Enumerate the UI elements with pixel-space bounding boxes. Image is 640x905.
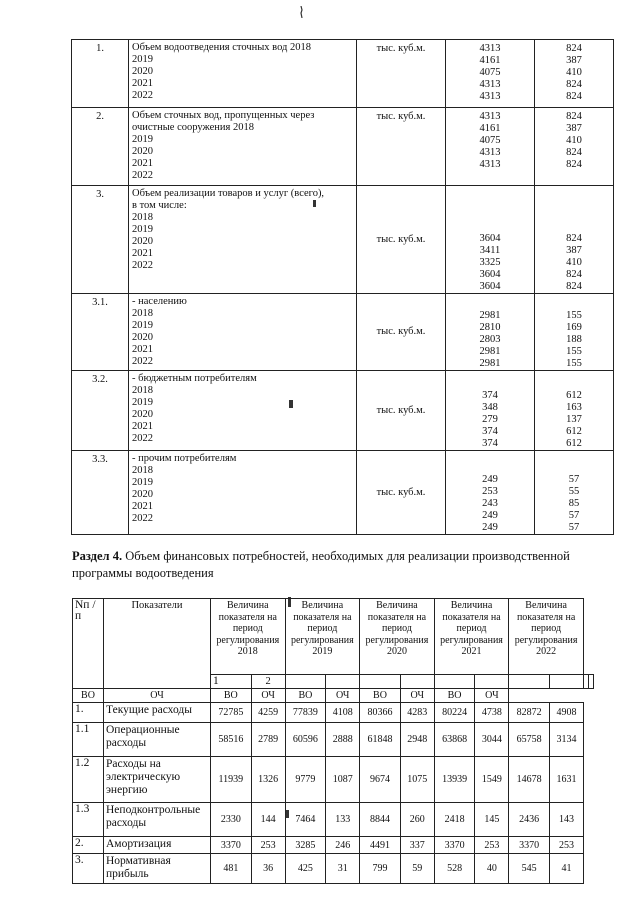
- row-number: 1.: [73, 703, 104, 723]
- value: 155: [566, 358, 582, 369]
- value: 612: [566, 426, 582, 437]
- values-cell: [446, 451, 535, 535]
- sub-header: ОЧ: [251, 689, 285, 703]
- index-cell: [360, 675, 401, 689]
- description-line: - населению: [132, 296, 187, 307]
- row-description: [129, 40, 357, 108]
- value-cell: 2948: [400, 723, 434, 757]
- value: 824: [566, 269, 582, 280]
- index-cell: [400, 675, 434, 689]
- value: 2981: [479, 358, 501, 369]
- sub-header: ВО: [434, 689, 475, 703]
- description-line: 2018: [132, 212, 153, 223]
- value: 824: [566, 43, 582, 54]
- value: 4313: [479, 147, 501, 158]
- value: 387: [566, 55, 582, 66]
- value-cell: 60596: [285, 723, 326, 757]
- row-name: Неподконтрольные расходы: [104, 803, 211, 837]
- value-cell: 3044: [475, 723, 509, 757]
- value: 4313: [479, 79, 501, 90]
- description-line: 2022: [132, 170, 153, 181]
- value-cell: 41: [549, 854, 583, 884]
- row-number: 2.: [72, 108, 129, 186]
- description-line: в том числе:: [132, 200, 187, 211]
- unit-cell: тыс. куб.м.: [357, 186, 446, 294]
- value-cell: 2418: [434, 803, 475, 837]
- value-cell: 2789: [251, 723, 285, 757]
- row-description: [129, 294, 357, 371]
- financial-needs-table: [72, 598, 594, 884]
- value: 824: [566, 233, 582, 244]
- value: 4313: [479, 43, 501, 54]
- description-line: 2021: [132, 248, 153, 259]
- value-cell: 77839: [285, 703, 326, 723]
- row-name: Расходы на электрическую энергию: [104, 757, 211, 803]
- unit-cell: тыс. куб.м.: [357, 40, 446, 108]
- value-cell: 4283: [400, 703, 434, 723]
- value: 243: [482, 498, 498, 509]
- value-cell: 3285: [285, 837, 326, 854]
- row-number: 1.1: [73, 723, 104, 757]
- value: 374: [482, 426, 498, 437]
- description-line: 2021: [132, 421, 153, 432]
- value: 2981: [479, 310, 501, 321]
- table-row: [73, 757, 594, 803]
- row-name: Амортизация: [104, 837, 211, 854]
- row-description: [129, 108, 357, 186]
- value-cell: 1631: [549, 757, 583, 803]
- value: 2803: [479, 334, 501, 345]
- description-line: - прочим потребителям: [132, 453, 237, 464]
- value: 4075: [479, 67, 501, 78]
- description-line: 2019: [132, 320, 153, 331]
- row-number: 3.: [73, 854, 104, 884]
- header-row: [73, 599, 594, 675]
- value: 55: [568, 486, 580, 497]
- row-number: 1.2: [73, 757, 104, 803]
- description-line: 2022: [132, 90, 153, 101]
- value-cell: 2330: [211, 803, 252, 837]
- value-cell: 1549: [475, 757, 509, 803]
- value-cell: 40: [475, 854, 509, 884]
- row-name: Нормативная прибыль: [104, 854, 211, 884]
- value-cell: 2436: [509, 803, 550, 837]
- value: 253: [482, 486, 498, 497]
- values-cell: [446, 108, 535, 186]
- value: 155: [566, 310, 582, 321]
- value: 387: [566, 245, 582, 256]
- table-row: [72, 186, 614, 294]
- values-cell: [535, 294, 614, 371]
- sub-header: ВО: [360, 689, 401, 703]
- description-line: 2019: [132, 477, 153, 488]
- row-description: [129, 371, 357, 451]
- value-cell: 481: [211, 854, 252, 884]
- row-number: 3.1.: [72, 294, 129, 371]
- value: 4313: [479, 111, 501, 122]
- value: 3325: [479, 257, 501, 268]
- value-cell: 425: [285, 854, 326, 884]
- value: 3604: [479, 269, 501, 280]
- value: 163: [566, 402, 582, 413]
- value: 155: [566, 346, 582, 357]
- value-cell: 3370: [211, 837, 252, 854]
- value: 612: [566, 390, 582, 401]
- value: 824: [566, 281, 582, 292]
- table-row: [73, 723, 594, 757]
- description-line: 2020: [132, 489, 153, 500]
- values-cell: [535, 371, 614, 451]
- sub-header: ВО: [285, 689, 326, 703]
- value: 4161: [479, 123, 501, 134]
- value-cell: 14678: [509, 757, 550, 803]
- index-cell: [285, 675, 326, 689]
- value: 410: [566, 67, 582, 78]
- value-cell: 144: [251, 803, 285, 837]
- table-row: [73, 703, 594, 723]
- value: 3604: [479, 233, 501, 244]
- value: 249: [482, 474, 498, 485]
- value-cell: 1087: [326, 757, 360, 803]
- index-cell: [549, 675, 583, 689]
- value-cell: 11939: [211, 757, 252, 803]
- table-row: [73, 803, 594, 837]
- description-line: Объем водоотведения сточных вод 2018: [132, 42, 311, 53]
- value: 169: [566, 322, 582, 333]
- value-cell: 3370: [434, 837, 475, 854]
- value: 410: [566, 135, 582, 146]
- index-cell: [326, 675, 360, 689]
- production-volume-table: [71, 39, 614, 535]
- values-cell: [535, 108, 614, 186]
- row-description: [129, 451, 357, 535]
- value-cell: 253: [251, 837, 285, 854]
- value: 3604: [479, 281, 501, 292]
- index-cell: [509, 675, 550, 689]
- index-cell: [588, 675, 593, 689]
- value: 824: [566, 79, 582, 90]
- value-cell: 9674: [360, 757, 401, 803]
- value-cell: 58516: [211, 723, 252, 757]
- description-line: 2020: [132, 146, 153, 157]
- row-number: 1.3: [73, 803, 104, 837]
- value-cell: 72785: [211, 703, 252, 723]
- value: 4161: [479, 55, 501, 66]
- value: 410: [566, 257, 582, 268]
- value: 4313: [479, 91, 501, 102]
- section-heading: [72, 548, 612, 582]
- header-indicator: Показатели: [104, 599, 211, 689]
- sub-header: ОЧ: [400, 689, 434, 703]
- value: 824: [566, 159, 582, 170]
- value: 612: [566, 438, 582, 449]
- value-cell: 36: [251, 854, 285, 884]
- unit-cell: тыс. куб.м.: [357, 294, 446, 371]
- value: 4313: [479, 159, 501, 170]
- value-cell: 260: [400, 803, 434, 837]
- value-cell: 63868: [434, 723, 475, 757]
- description-line: 2022: [132, 260, 153, 271]
- value: 387: [566, 123, 582, 134]
- values-cell: [535, 40, 614, 108]
- value-cell: 13939: [434, 757, 475, 803]
- value-cell: 799: [360, 854, 401, 884]
- description-line: - бюджетным потребителям: [132, 373, 257, 384]
- values-cell: [446, 40, 535, 108]
- table-row: [73, 854, 594, 884]
- value: 279: [482, 414, 498, 425]
- value-cell: 545: [509, 854, 550, 884]
- description-line: Объем реализации товаров и услуг (всего),: [132, 188, 325, 199]
- value-cell: 246: [326, 837, 360, 854]
- value-cell: 3370: [509, 837, 550, 854]
- value-cell: 9779: [285, 757, 326, 803]
- description-line: 2022: [132, 356, 153, 367]
- value-cell: 143: [549, 803, 583, 837]
- row-name: Текущие расходы: [104, 703, 211, 723]
- value-cell: 4908: [549, 703, 583, 723]
- table-row: [73, 837, 594, 854]
- description-line: Объем сточных вод, пропущенных через очистные сооружения 2018: [132, 110, 315, 133]
- table-row: [72, 108, 614, 186]
- value: 57: [568, 522, 580, 533]
- description-line: 2021: [132, 344, 153, 355]
- index-cell: 1: [211, 675, 252, 689]
- value-cell: 145: [475, 803, 509, 837]
- row-number: 2.: [73, 837, 104, 854]
- value: 824: [566, 111, 582, 122]
- value-cell: 133: [326, 803, 360, 837]
- value: 374: [482, 390, 498, 401]
- values-cell: [535, 186, 614, 294]
- description-line: 2018: [132, 385, 153, 396]
- table-row: [72, 371, 614, 451]
- values-cell: [446, 294, 535, 371]
- row-number: 3.3.: [72, 451, 129, 535]
- row-number: 3.2.: [72, 371, 129, 451]
- value: 4075: [479, 135, 501, 146]
- value: 249: [482, 522, 498, 533]
- values-cell: [535, 451, 614, 535]
- value: 348: [482, 402, 498, 413]
- value-cell: 4738: [475, 703, 509, 723]
- value: 824: [566, 147, 582, 158]
- value: 85: [568, 498, 580, 509]
- value-cell: 3134: [549, 723, 583, 757]
- description-line: 2020: [132, 409, 153, 420]
- header-period: Величина показателя на период регулирования 2020: [360, 599, 435, 675]
- description-line: 2018: [132, 308, 153, 319]
- section-label: Раздел 4.: [72, 549, 123, 563]
- value-cell: 31: [326, 854, 360, 884]
- value-cell: 4491: [360, 837, 401, 854]
- header-number: Nп /п: [73, 599, 104, 689]
- values-cell: [446, 371, 535, 451]
- description-line: 2020: [132, 332, 153, 343]
- sub-header: ОЧ: [326, 689, 360, 703]
- description-line: 2019: [132, 54, 153, 65]
- header-period: Величина показателя на период регулирования 2021: [434, 599, 509, 675]
- table-row: [72, 451, 614, 535]
- description-line: 2020: [132, 66, 153, 77]
- value-cell: 253: [549, 837, 583, 854]
- value-cell: 4259: [251, 703, 285, 723]
- scan-mark: [300, 6, 303, 18]
- value: 2810: [479, 322, 501, 333]
- row-description: [129, 186, 357, 294]
- description-line: 2019: [132, 397, 153, 408]
- sub-header: ВО: [73, 689, 104, 703]
- index-cell: 2: [251, 675, 285, 689]
- description-line: 2020: [132, 236, 153, 247]
- value: 824: [566, 91, 582, 102]
- value: 249: [482, 510, 498, 521]
- value-cell: 7464: [285, 803, 326, 837]
- value: 57: [568, 510, 580, 521]
- description-line: 2018: [132, 465, 153, 476]
- table-row: [72, 294, 614, 371]
- unit-cell: тыс. куб.м.: [357, 451, 446, 535]
- value-cell: 59: [400, 854, 434, 884]
- table-row: [72, 40, 614, 108]
- header-period: Величина показателя на период регулирования 2019: [285, 599, 360, 675]
- header-period: Величина показателя на период регулирования 2018: [211, 599, 286, 675]
- description-line: 2022: [132, 433, 153, 444]
- description-line: 2021: [132, 158, 153, 169]
- value-cell: 61848: [360, 723, 401, 757]
- header-subrow: [73, 689, 594, 703]
- value: 57: [568, 474, 580, 485]
- description-line: 2019: [132, 224, 153, 235]
- value-cell: 1326: [251, 757, 285, 803]
- index-cell: [475, 675, 509, 689]
- value-cell: 80366: [360, 703, 401, 723]
- section-title: Объем финансовых потребностей, необходимых для реализации производственной программы водоотведения: [72, 549, 570, 580]
- value: 2981: [479, 346, 501, 357]
- description-line: 2022: [132, 513, 153, 524]
- header-period: Величина показателя на период регулирования 2022: [509, 599, 584, 675]
- value-cell: 337: [400, 837, 434, 854]
- value: 3411: [479, 245, 501, 256]
- values-cell: [446, 186, 535, 294]
- value-cell: 253: [475, 837, 509, 854]
- value: 137: [566, 414, 582, 425]
- value: 188: [566, 334, 582, 345]
- value-cell: 2888: [326, 723, 360, 757]
- index-cell: [434, 675, 475, 689]
- sub-header: ОЧ: [475, 689, 509, 703]
- value-cell: 65758: [509, 723, 550, 757]
- value-cell: 82872: [509, 703, 550, 723]
- description-line: 2021: [132, 78, 153, 89]
- value: 374: [482, 438, 498, 449]
- row-name: Операционные расходы: [104, 723, 211, 757]
- row-number: 1.: [72, 40, 129, 108]
- value-cell: 8844: [360, 803, 401, 837]
- value-cell: 1075: [400, 757, 434, 803]
- value-cell: 528: [434, 854, 475, 884]
- unit-cell: тыс. куб.м.: [357, 108, 446, 186]
- sub-header: ОЧ: [104, 689, 211, 703]
- unit-cell: тыс. куб.м.: [357, 371, 446, 451]
- row-number: 3.: [72, 186, 129, 294]
- description-line: 2019: [132, 134, 153, 145]
- value-cell: 4108: [326, 703, 360, 723]
- sub-header: ВО: [211, 689, 252, 703]
- description-line: 2021: [132, 501, 153, 512]
- value-cell: 80224: [434, 703, 475, 723]
